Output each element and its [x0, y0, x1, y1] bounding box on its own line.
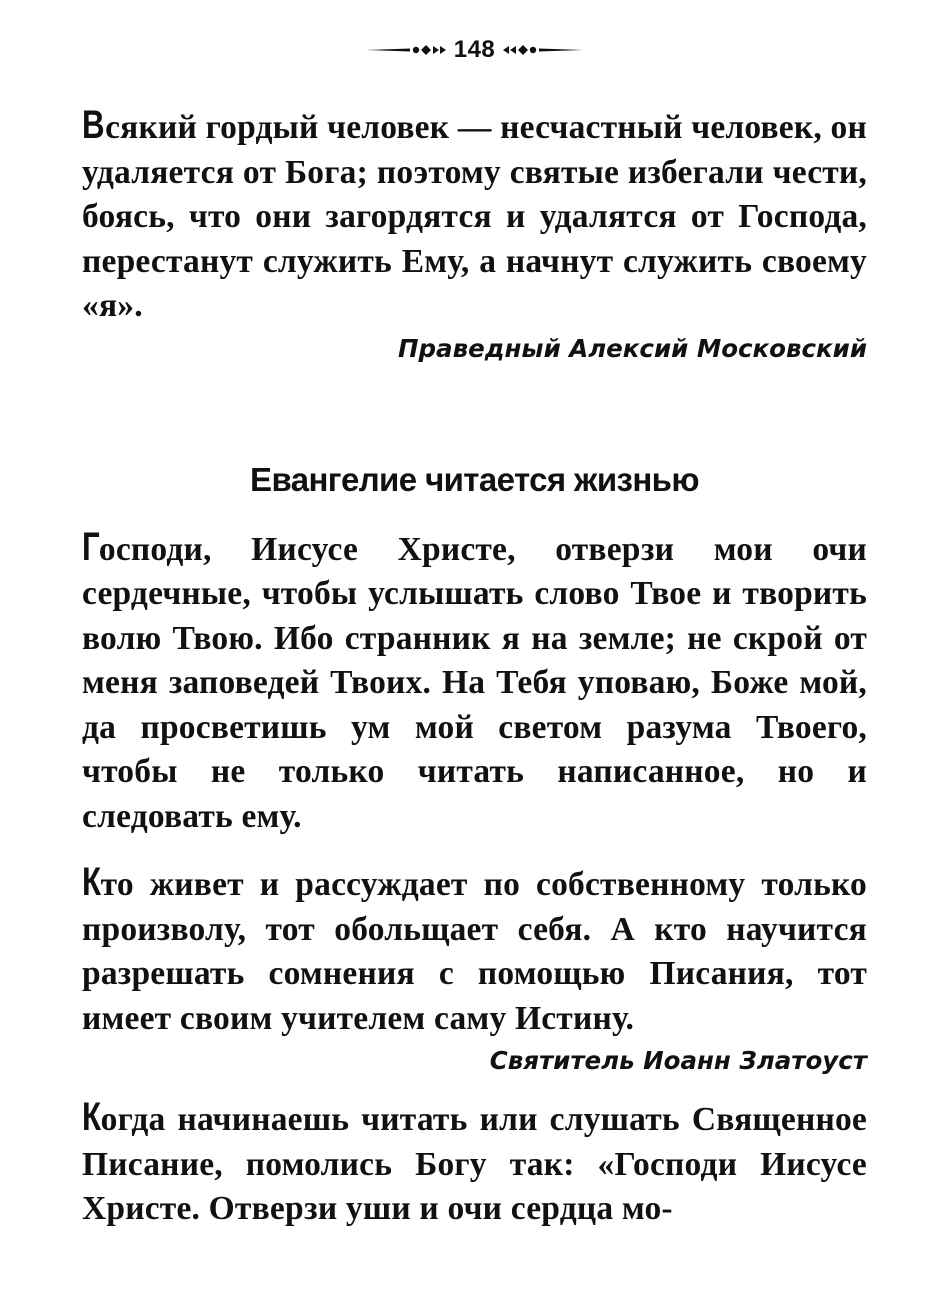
paragraph-reading — [82, 1095, 867, 1232]
paragraph-text: сякий гордый человек — несчастный человек, он удаляется от Бога; поэтому святые избегали чести, боясь, что они загордятся и удалятся от Господа, перестанут служить Ему, а начнут служить своему «я». — [82, 109, 867, 324]
drop-cap: В — [82, 103, 105, 147]
left-ornament-icon — [366, 43, 446, 57]
paragraph-text: то живет и рассуждает по собственному только произволу, тот обольщает себя. А кто научится разрешать сомнения с помощью Писания, тот имеет своим учителем саму Истину. — [82, 866, 867, 1037]
section-title: Евангелие читается жизнью — [250, 460, 699, 498]
drop-cap: К — [82, 1095, 102, 1139]
drop-cap: Г — [82, 524, 100, 569]
right-ornament-icon — [503, 43, 583, 57]
drop-cap: К — [82, 860, 102, 904]
book-page — [82, 30, 867, 1232]
paragraph-scripture-teacher — [82, 860, 867, 1041]
paragraph-text: огда начинаешь читать или слушать Священное Писание, помолись Богу так: «Господи Иисусе Христе. Отверзи уши и очи сердца мо- — [82, 1101, 867, 1227]
attribution: Святитель Иоанн Златоуст — [489, 1046, 867, 1075]
attribution: Праведный Алексий Московский — [398, 333, 867, 363]
paragraph-prayer — [82, 524, 867, 840]
page-header — [82, 30, 867, 70]
paragraph-pride — [82, 103, 867, 329]
page-number: 148 — [453, 36, 496, 63]
paragraph-text: осподи, Иисусе Христе, отверзи мои очи сердечные, чтобы услышать слово Твое и творить волю Твою. Ибо странник я на земле; не скрой от меня заповедей Твоих. На Тебя уповаю, Боже мой, да просветишь ум мой светом разума Твоего, чтобы не только читать написанное, но и следовать ему. — [82, 530, 867, 835]
